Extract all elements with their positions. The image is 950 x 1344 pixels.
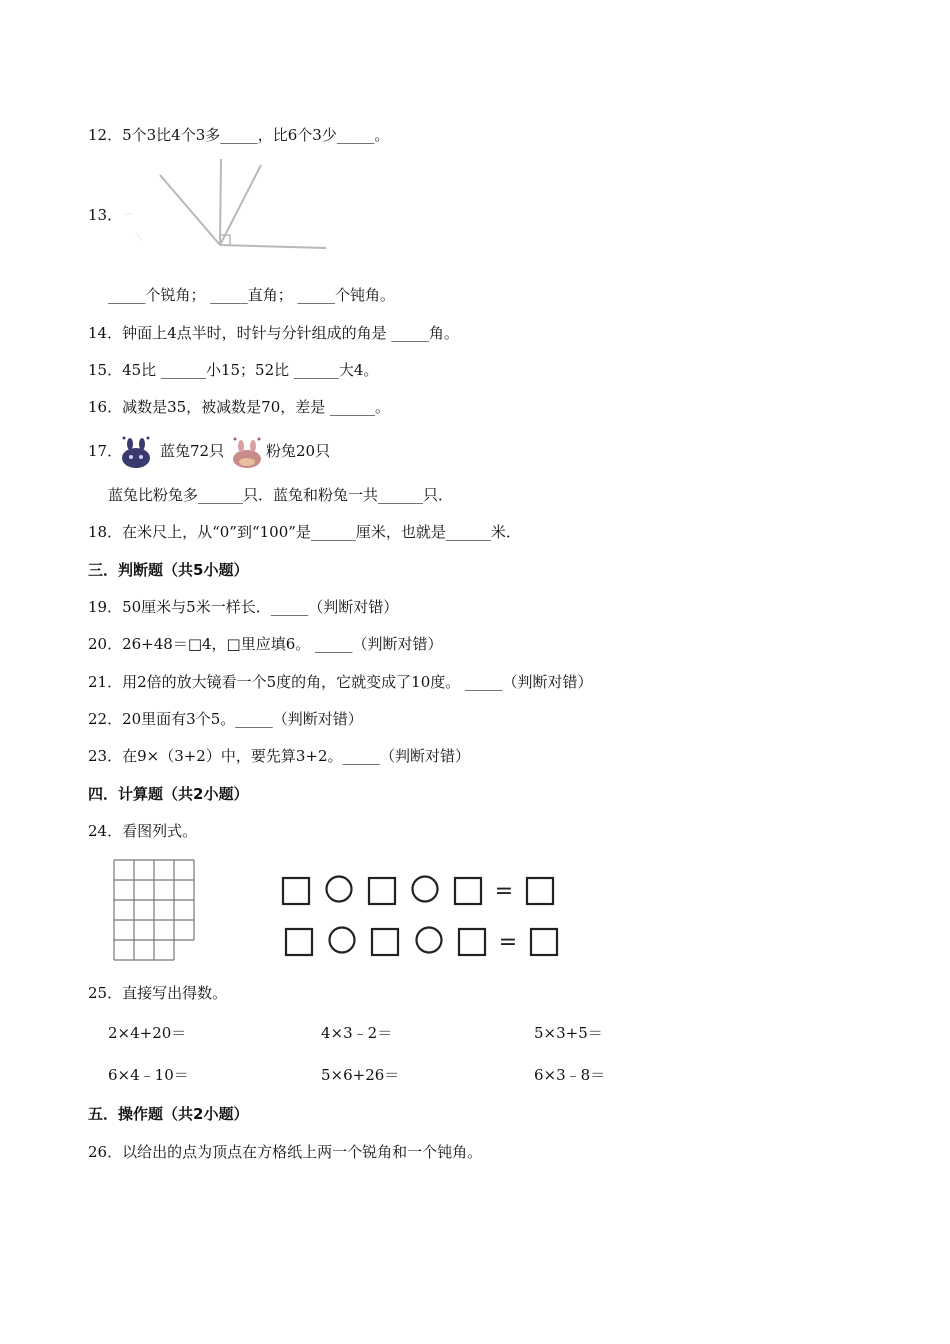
section-5-heading: 五．操作题（共2小题） bbox=[88, 1105, 249, 1123]
question-24: 24．看图列式。 bbox=[88, 822, 198, 840]
blue-rabbit-icon bbox=[118, 434, 154, 470]
question-14: 14．钟面上4点半时，时针与分针组成的角是 _____角。 bbox=[88, 324, 459, 342]
pink-rabbit-icon bbox=[230, 434, 264, 470]
question-23: 23．在9×（3+2）中，要先算3+2。_____（判断对错） bbox=[88, 747, 471, 765]
grid-figure bbox=[110, 858, 200, 964]
question-13-number: 13． bbox=[88, 206, 123, 224]
section-3-heading: 三．判断题（共5小题） bbox=[88, 561, 249, 579]
equation-boxes bbox=[278, 870, 563, 962]
question-12: 12．5个3比4个3多_____，比6个3少_____。 bbox=[88, 126, 390, 144]
calc-item: 6×4﹣10＝ bbox=[108, 1066, 189, 1084]
question-22: 22．20里面有3个5。_____（判断对错） bbox=[88, 710, 363, 728]
equals-sign-1: = bbox=[494, 879, 514, 904]
question-26: 26．以给出的点为顶点在方格纸上两一个锐角和一个钝角。 bbox=[88, 1143, 483, 1161]
question-16: 16．减数是35，被减数是70，差是 ______。 bbox=[88, 398, 391, 416]
question-18: 18．在米尺上，从“0”到“100”是______厘米，也就是______米． bbox=[88, 523, 521, 541]
calc-item: 5×3+5＝ bbox=[534, 1024, 603, 1042]
question-17-blanks: 蓝兔比粉兔多______只．蓝兔和粉兔一共______只． bbox=[108, 486, 454, 504]
question-19: 19．50厘米与5米一样长．_____（判断对错） bbox=[88, 598, 399, 616]
question-17-number: 17． bbox=[88, 442, 123, 460]
question-13-blanks: _____个锐角； _____直角； _____个钝角。 bbox=[108, 286, 396, 304]
question-20: 20．26+48＝□4，□里应填6。 _____（判断对错） bbox=[88, 635, 443, 653]
equals-sign-2: = bbox=[498, 930, 518, 955]
calc-item: 2×4+20＝ bbox=[108, 1024, 187, 1042]
question-25: 25．直接写出得数。 bbox=[88, 984, 228, 1002]
calc-item: 5×6+26＝ bbox=[321, 1066, 400, 1084]
calc-item: 6×3﹣8＝ bbox=[534, 1066, 606, 1084]
blue-rabbit-count: 蓝兔72只 bbox=[160, 442, 225, 460]
pink-rabbit-count: 粉兔20只 bbox=[266, 442, 331, 460]
calc-item: 4×3﹣2＝ bbox=[321, 1024, 393, 1042]
question-15: 15．45比 ______小15；52比 ______大4。 bbox=[88, 361, 379, 379]
question-21: 21．用2倍的放大镜看一个5度的角，它就变成了10度。 _____（判断对错） bbox=[88, 673, 593, 691]
section-4-heading: 四．计算题（共2小题） bbox=[88, 785, 249, 803]
angles-figure bbox=[118, 155, 333, 275]
